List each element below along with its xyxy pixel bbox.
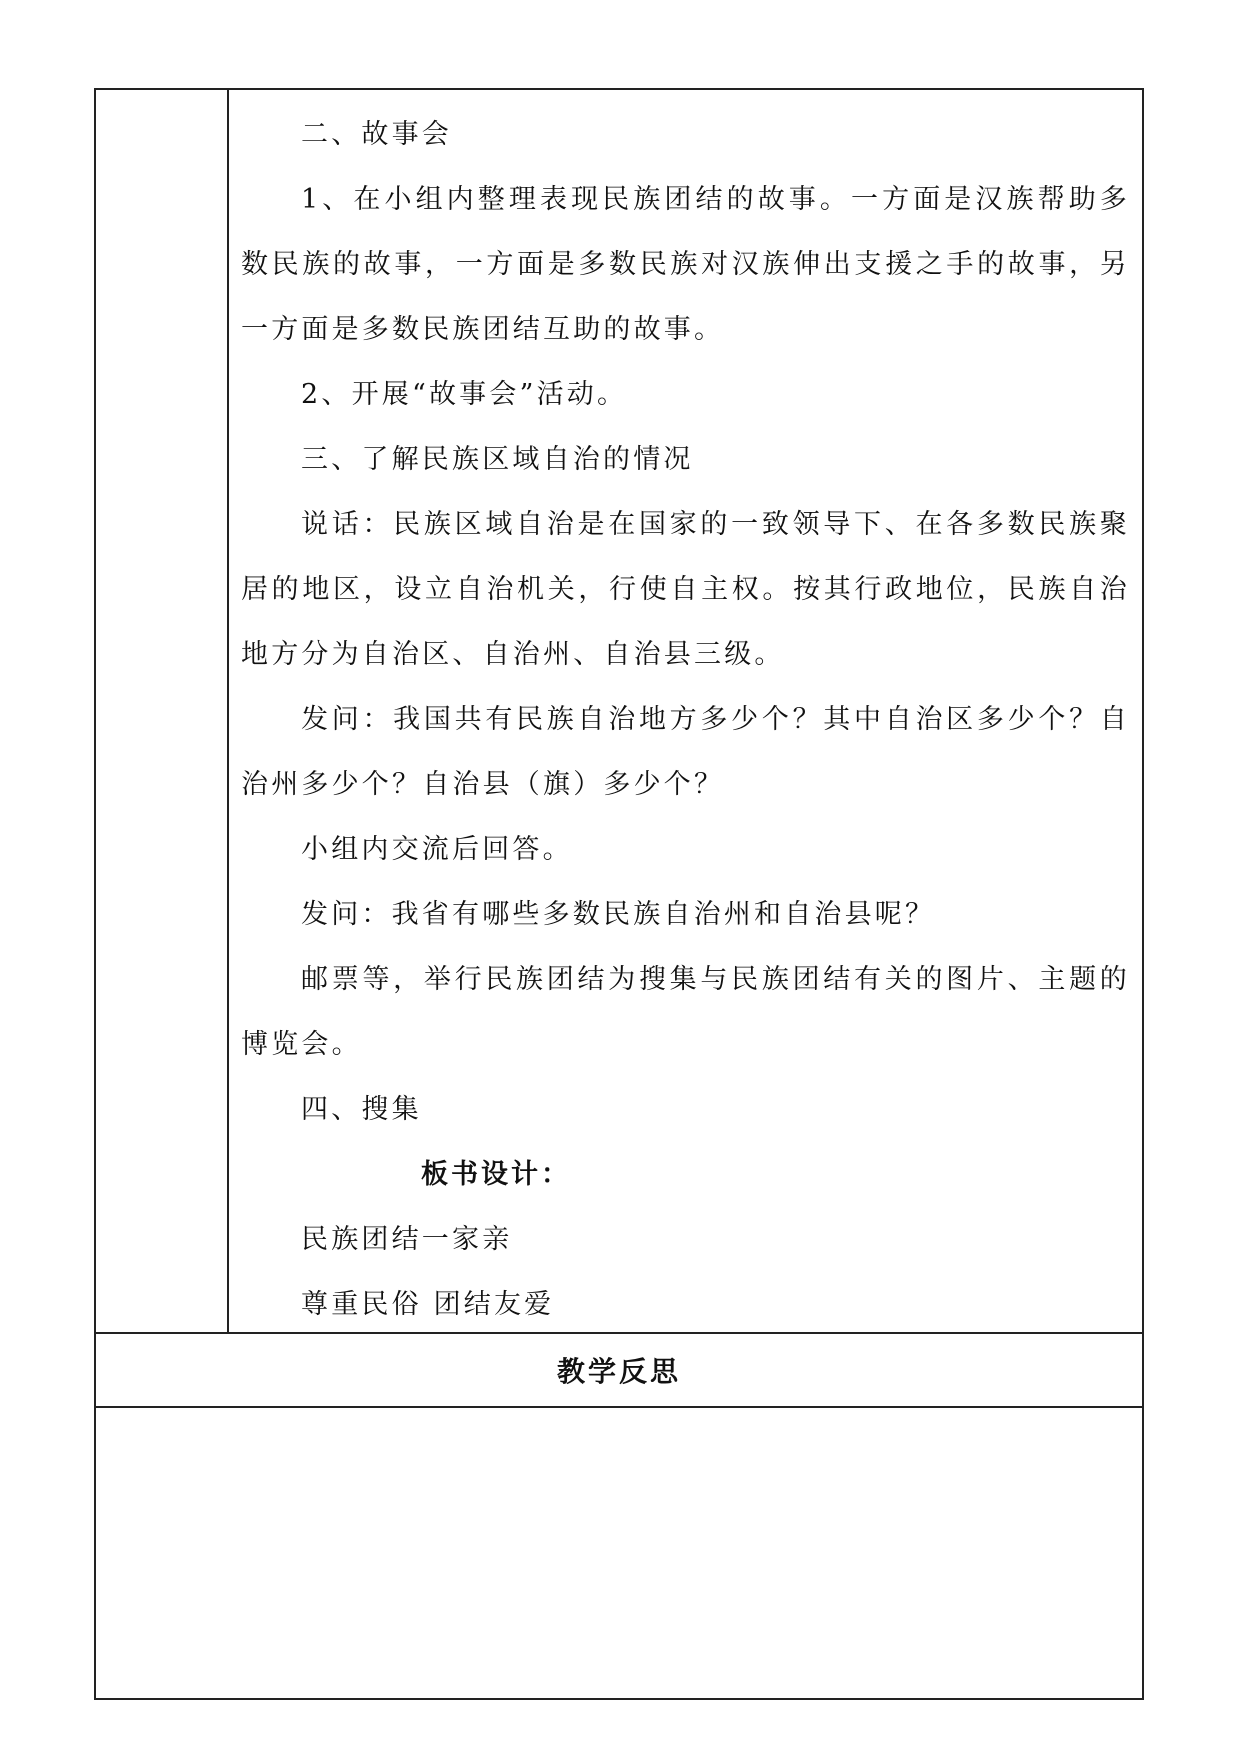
paragraph: 发问：我省有哪些多数民族自治州和自治县呢？ bbox=[301, 899, 936, 930]
label-cell bbox=[96, 90, 229, 1332]
reflection-header: 教学反思 bbox=[96, 1334, 1142, 1408]
board-line: 尊重民俗 团结友爱 bbox=[301, 1289, 555, 1320]
board-line: 民族团结一家亲 bbox=[301, 1224, 513, 1255]
paragraph: 四、搜集 bbox=[301, 1094, 422, 1125]
lesson-plan-table bbox=[94, 88, 1144, 1700]
paragraph: 1、在小组内整理表现民族团结的故事。一方面是汉族帮助多数民族的故事，一方面是多数民族对汉族伸出支援之手的故事，另一方面是多数民族团结互助的故事。 bbox=[241, 184, 1130, 345]
paragraph: 邮票等，举行民族团结为搜集与民族团结有关的图片、主题的博览会。 bbox=[241, 964, 1130, 1060]
paragraph: 2、开展“故事会”活动。 bbox=[301, 379, 628, 410]
paragraph: 三、了解民族区域自治的情况 bbox=[301, 444, 694, 475]
paragraph: 说话：民族区域自治是在国家的一致领导下、在各多数民族聚居的地区，设立自治机关，行使自主权。按其行政地位，民族自治地方分为自治区、自治州、自治县三级。 bbox=[241, 509, 1130, 670]
reflection-body bbox=[96, 1408, 1142, 1698]
content-row bbox=[96, 90, 1142, 1334]
paragraph: 二、故事会 bbox=[301, 119, 452, 150]
paragraph: 小组内交流后回答。 bbox=[301, 834, 573, 865]
board-design-title: 板书设计： bbox=[421, 1159, 571, 1190]
content-cell bbox=[229, 90, 1142, 1332]
paragraph: 发问：我国共有民族自治地方多少个？其中自治区多少个？自治州多少个？自治县（旗）多少个？ bbox=[241, 704, 1130, 800]
